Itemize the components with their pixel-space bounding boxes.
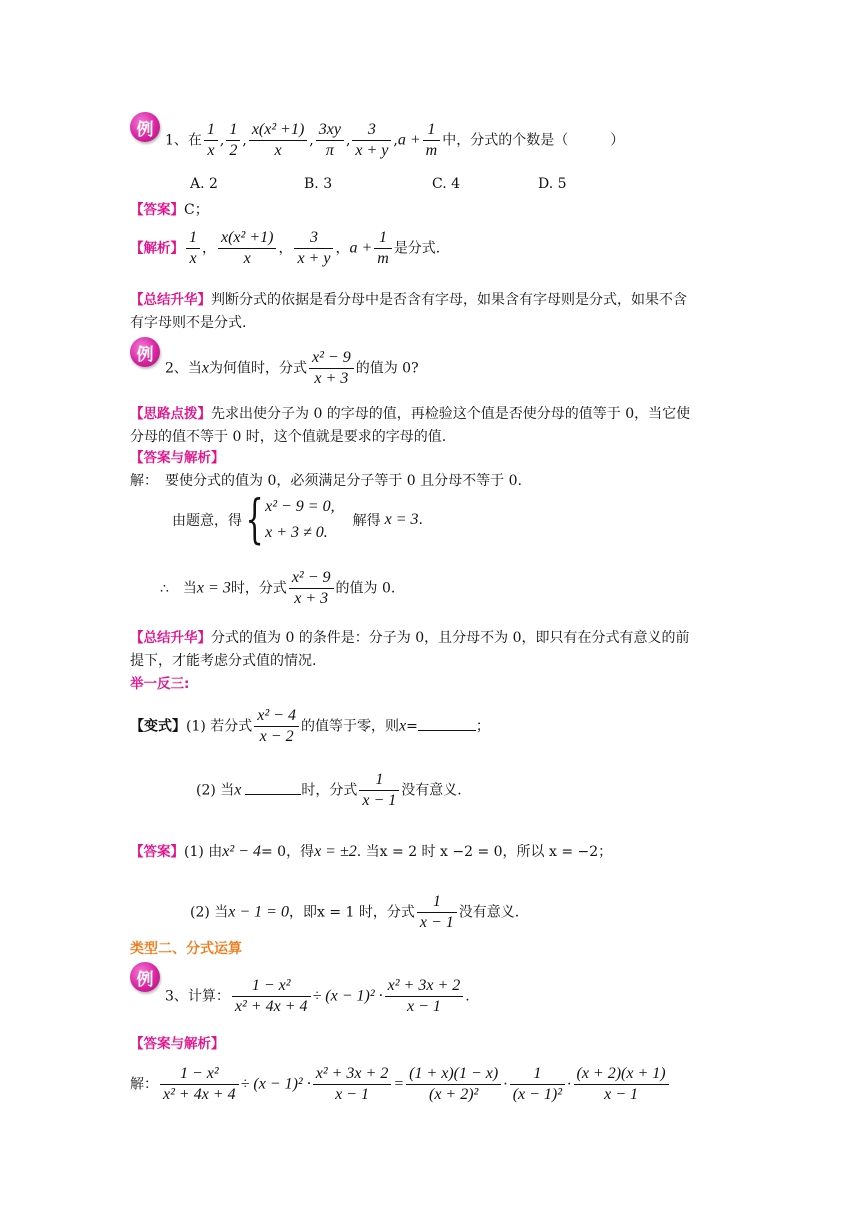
ex1-option-a: A. 2 bbox=[190, 176, 218, 192]
ex3-sol-lead: 解： bbox=[130, 1076, 158, 1093]
ex2-solution-line: 解： 要使分式的值为 0，必须满足分子等于 0 且分母不等于 0. bbox=[130, 473, 522, 489]
ex2-summary-line2: 提下，才能考虑分式值的情况. bbox=[130, 653, 317, 669]
practice-q1-end: ； bbox=[475, 718, 490, 735]
practice-a1-res: x = ±2 bbox=[314, 843, 357, 860]
ex1-analysis-frac-4: $\frac{1}{m}$ bbox=[374, 228, 392, 269]
practice-a2-b: ，即 bbox=[288, 904, 317, 921]
ex2-question bbox=[165, 348, 419, 389]
ex1-summary-line2: 有字母则不是分式. bbox=[130, 315, 247, 331]
ex3-sol-dot1: · bbox=[503, 1076, 508, 1093]
practice-q1-frac: $\frac{\text{x² − 4}}{x - 2}$ bbox=[254, 706, 299, 747]
ex1-summary-text1: 判断分式的依据是看分母中是否含有字母，如果含有字母则是分式，如果不含 bbox=[211, 292, 687, 308]
example-badge-icon: 例 bbox=[130, 112, 160, 142]
practice-q1-c: = bbox=[406, 718, 418, 735]
ex3-lead: 3、计算： bbox=[165, 988, 230, 1005]
ex2-hint-text1: 先求出使分子为 0 的字母的值，再检验这个值是否使分母的值等于 0，当它使 bbox=[211, 406, 691, 422]
ex3-sol-frac-1: $\frac{\text{1 − x²}}{\text{x² + 4x + 4}}$ bbox=[160, 1064, 239, 1105]
practice-q1-b: 的值等于零，则 bbox=[300, 718, 399, 735]
example-badge-icon: 例 bbox=[130, 962, 160, 992]
ex1-answer bbox=[130, 198, 209, 219]
brace-icon: { bbox=[245, 490, 264, 550]
ex1-option-b: B. 3 bbox=[304, 176, 333, 192]
ex2-var: x bbox=[201, 359, 210, 377]
ex3-answer-tag: 【答案与解析】 bbox=[130, 1036, 225, 1052]
ex1-question: 1、在 $\frac{1}{x}$ , $\frac{1}{2}$ , $\frac{\text{x(x² +1)}}{x}$ , $\frac{3xy}{\pi}$ , $\frac{3}{x + y}$ ,a + $\frac{1}{m}$ 中，分式的个数是（ ） bbox=[165, 121, 625, 159]
ex3-sol-frac-5: $\frac{(x + 2)(x + 1)}{x - 1}$ bbox=[574, 1064, 669, 1105]
practice-q2-b: 时，分式 bbox=[301, 782, 358, 799]
ex2-concl-c: 的值为 0. bbox=[335, 580, 396, 597]
ex1-answer-tag: 【答案】 bbox=[130, 202, 184, 218]
practice-a1-b: = 0，得 bbox=[260, 844, 315, 860]
ex1-frac-3: $\frac{\text{x(x² +1)}}{x}$ bbox=[249, 120, 307, 161]
ex1-analysis-frac-3: $\frac{3}{x + y}$ bbox=[294, 228, 333, 269]
ex1-frac-6: $\frac{1}{m}$ bbox=[423, 120, 441, 161]
ex1-analysis-frac-1: $\frac{1}{x}$ bbox=[186, 228, 200, 269]
practice-q2-blank[interactable] bbox=[245, 794, 301, 795]
ex2-sys-equations bbox=[265, 494, 335, 546]
practice-a2-c: x = 1 时，分式 bbox=[316, 904, 415, 921]
ex1-frac-5: $\frac{3}{x + y}$ bbox=[352, 120, 391, 161]
practice-answer-tag: 【答案】 bbox=[130, 844, 184, 860]
ex1-analysis: 【解析】 $\frac{1}{x}$ ， $\frac{\text{x(x² +1)}}{x}$ ， $\frac{3}{x + y}$ ，a + $\frac{1}{m}$ 是分式. bbox=[130, 229, 441, 267]
practice-a2-eq: x − 1 = 0 bbox=[228, 903, 289, 921]
ex3-frac-1: $\frac{\text{1 − x²}}{\text{x² + 4x + 4}}$ bbox=[232, 976, 311, 1017]
ex3-sol-frac-4: $\frac{1}{\text{(x − 1)²}}$ bbox=[510, 1064, 565, 1105]
practice-q1-a: (1) 若分式 bbox=[186, 718, 253, 735]
type2-heading: 类型二、分式运算 bbox=[130, 941, 242, 957]
ex2-sys-end: . bbox=[418, 512, 423, 528]
ex2-sys-eq1: x² − 9 = 0, bbox=[265, 498, 335, 515]
ex3-question bbox=[165, 976, 470, 1017]
ex1-frac-2: $\frac{1}{2}$ bbox=[226, 120, 240, 161]
ex2-hint-line2: 分母的值不等于 0 时，这个值就是要求的字母的值. bbox=[130, 429, 447, 445]
ex2-summary-line1 bbox=[130, 626, 690, 647]
ex1-frac-1: $\frac{1}{x}$ bbox=[204, 120, 218, 161]
practice-answer-1 bbox=[130, 840, 612, 861]
practice-a1-eq: x² − 4 bbox=[222, 843, 261, 860]
practice-a2-a: (2) 当 bbox=[190, 904, 229, 921]
practice-q1 bbox=[130, 706, 490, 747]
ex3-end: . bbox=[465, 988, 470, 1005]
ex1-summary-tag: 【总结升华】 bbox=[130, 292, 211, 308]
ex2-lead: 2、当 bbox=[165, 360, 202, 377]
ex1-answer-value: C； bbox=[184, 202, 209, 218]
practice-heading: 举一反三: bbox=[130, 676, 190, 692]
ex3-solution bbox=[130, 1064, 671, 1105]
ex1-analysis-last-prefix: a + bbox=[349, 239, 373, 257]
ex2-summary-tag: 【总结升华】 bbox=[130, 630, 211, 646]
practice-a2-d: 没有意义. bbox=[458, 904, 520, 921]
ex1-analysis-text: 是分式. bbox=[393, 240, 441, 257]
ex1-option-d: D. 5 bbox=[538, 176, 567, 192]
ex2-concl-frac: $\frac{\text{x² − 9}}{x + 3}$ bbox=[289, 568, 334, 609]
practice-q2-x: x bbox=[234, 781, 242, 799]
ex2-frac: $\frac{\text{x² − 9}}{x + 3}$ bbox=[309, 348, 354, 389]
ex2-sys-result: x = 3 bbox=[384, 511, 419, 528]
practice-q2 bbox=[196, 770, 462, 811]
ex1-option-c: C. 4 bbox=[432, 176, 461, 192]
practice-q1-x: x bbox=[398, 717, 407, 735]
ex2-concl-a: 当 bbox=[182, 580, 197, 597]
ex2-mid: 为何值时，分式 bbox=[209, 360, 308, 377]
practice-q2-a: (2) 当 bbox=[196, 782, 235, 799]
example-badge-icon: 例 bbox=[130, 337, 160, 367]
ex3-sol-eq: = bbox=[393, 1075, 405, 1093]
practice-q2-c: 没有意义. bbox=[401, 782, 462, 799]
ex1-lead: 1、在 bbox=[165, 132, 202, 149]
ex2-hint-line1 bbox=[130, 402, 690, 423]
ex2-conclusion bbox=[160, 568, 395, 609]
ex1-last-prefix: a + bbox=[397, 131, 421, 149]
ex3-sol-frac-2: $\frac{\text{x² + 3x + 2}}{x - 1}$ bbox=[313, 1064, 392, 1105]
ex2-concl-x: x = 3 bbox=[196, 579, 231, 597]
practice-a2-frac: $\frac{1}{x - 1}$ bbox=[417, 892, 457, 933]
practice-q2-frac: $\frac{1}{x - 1}$ bbox=[359, 770, 399, 811]
ex2-tail: 的值为 0? bbox=[355, 360, 419, 377]
ex1-question-text: 中，分式的个数是（ ） bbox=[442, 132, 625, 149]
practice-a1-a: (1) 由 bbox=[184, 844, 223, 860]
practice-a1-d: x = 2 时 x −2 = 0，所以 x = −2； bbox=[379, 844, 613, 860]
ex1-frac-4: $\frac{3xy}{\pi}$ bbox=[316, 120, 344, 161]
ex2-answer-tag: 【答案与解析】 bbox=[130, 450, 225, 466]
ex2-concl-b: 时，分式 bbox=[230, 580, 287, 597]
practice-q1-blank[interactable] bbox=[418, 730, 476, 731]
practice-answer-2 bbox=[190, 892, 519, 933]
ex3-sol-dot2: · bbox=[567, 1076, 572, 1093]
practice-a1-c: . 当 bbox=[356, 844, 380, 860]
ex1-analysis-frac-2: $\frac{\text{x(x² +1)}}{x}$ bbox=[218, 228, 276, 269]
ex2-sys-eq2: x + 3 ≠ 0. bbox=[265, 524, 328, 541]
ex2-sys-lead: 由题意，得 bbox=[172, 513, 242, 529]
ex3-sol-frac-3: $\frac{(1 + x)(1 - x)}{\text{(x + 2)²}}$ bbox=[406, 1064, 501, 1105]
therefore-icon: ∴ bbox=[160, 580, 169, 597]
ex3-op1: ÷ (x − 1)² · bbox=[312, 987, 383, 1005]
ex3-sol-op1: ÷ (x − 1)² · bbox=[240, 1075, 311, 1093]
ex2-sys-solve: 解得 bbox=[352, 513, 381, 529]
ex2-hint-tag: 【思路点拨】 bbox=[130, 406, 211, 422]
ex3-frac-2: $\frac{\text{x² + 3x + 2}}{x - 1}$ bbox=[385, 976, 464, 1017]
ex2-system bbox=[172, 490, 423, 550]
practice-variant-tag: 【变式】 bbox=[130, 718, 186, 735]
ex1-analysis-tag: 【解析】 bbox=[130, 240, 184, 257]
ex1-summary-line1 bbox=[130, 288, 687, 309]
ex2-summary-text1: 分式的值为 0 的条件是：分子为 0，且分母不为 0，即只有在分式有意义的前 bbox=[211, 630, 690, 646]
